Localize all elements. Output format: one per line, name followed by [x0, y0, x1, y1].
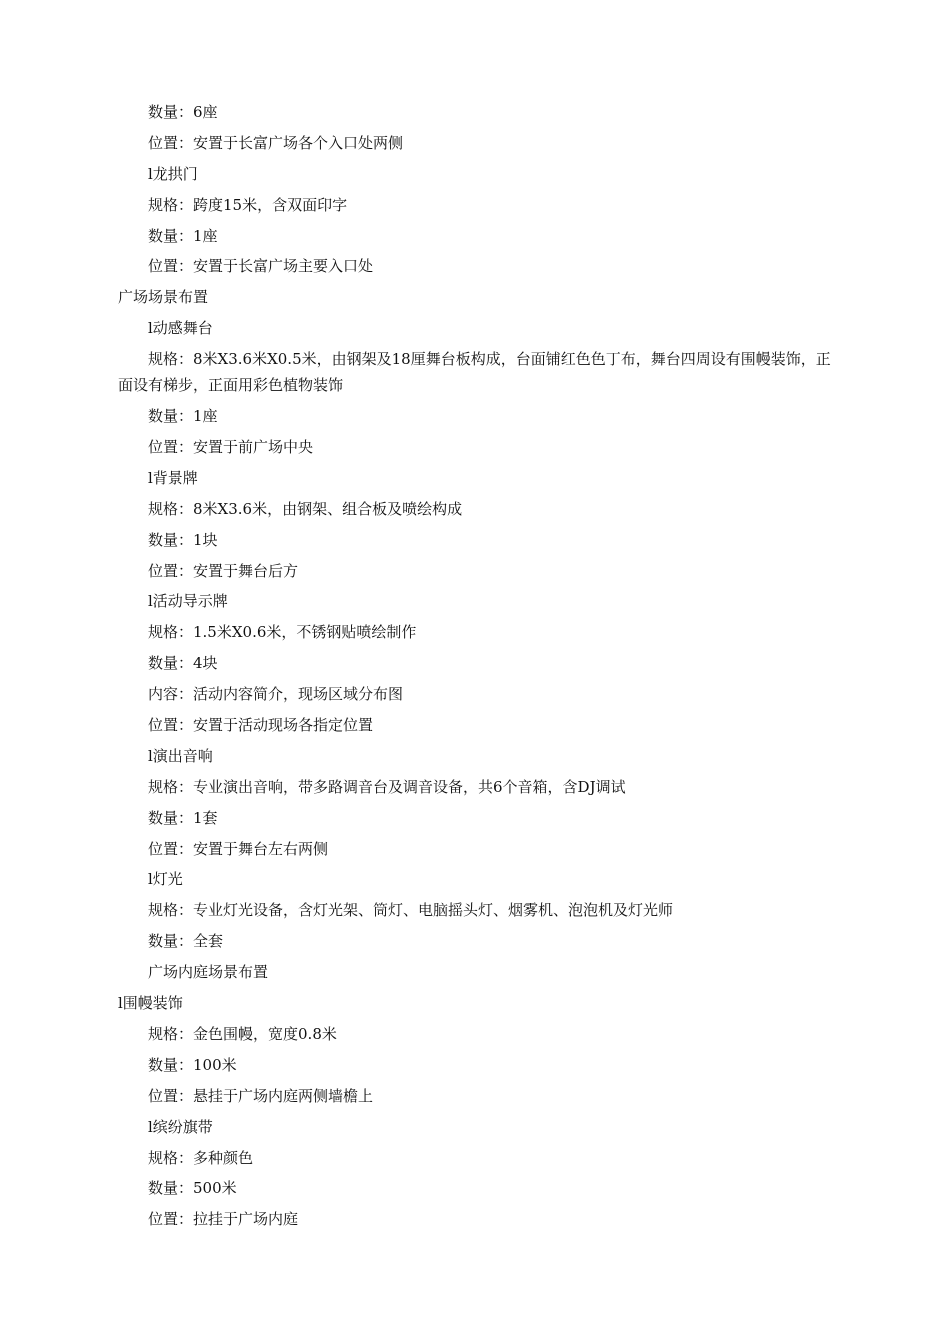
text-line: 规格：专业灯光设备，含灯光架、筒灯、电脑摇头灯、烟雾机、泡泡机及灯光师	[148, 901, 674, 920]
section-heading: 广场场景布置	[118, 288, 209, 307]
text-line: 内容：活动内容简介，现场区域分布图	[148, 685, 404, 704]
item-heading: l围幔装饰	[118, 994, 183, 1013]
item-heading: l龙拱门	[148, 164, 198, 183]
text-line: 位置：安置于活动现场各指定位置	[148, 716, 374, 735]
item-heading: l活动导示牌	[148, 592, 228, 611]
text-line: 数量：全套	[148, 932, 224, 951]
text-line: 规格：专业演出音响，带多路调音台及调音设备，共6个音箱，含DJ调试	[148, 777, 626, 796]
text-line: 规格：1.5米X0.6米，不锈钢贴喷绘制作	[148, 623, 417, 642]
text-line: 位置：拉挂于广场内庭	[148, 1210, 299, 1229]
text-line: 数量：1套	[148, 808, 218, 827]
text-line: 位置：安置于长富广场主要入口处	[148, 257, 374, 276]
text-line: 规格：多种颜色	[148, 1148, 254, 1167]
item-heading: l演出音响	[148, 746, 213, 765]
text-line: 位置：安置于前广场中央	[148, 438, 314, 457]
text-line: 位置：安置于舞台左右两侧	[148, 839, 329, 858]
text-line: 位置：悬挂于广场内庭两侧墙檐上	[148, 1086, 374, 1105]
text-line: 数量：1座	[148, 407, 218, 426]
item-heading: l动感舞台	[148, 319, 213, 338]
text-line: 数量：1块	[148, 530, 218, 549]
text-line: 位置：安置于长富广场各个入口处两侧	[148, 133, 404, 152]
section-heading: 广场内庭场景布置	[148, 963, 269, 982]
text-line: 数量：1座	[148, 226, 218, 245]
document-body	[0, 97, 950, 1235]
text-paragraph: 规格：8米X3.6米X0.5米，由钢架及18厘舞台板构成，台面铺红色色丁布，舞台四周设有围幔装饰，正面设有梯步，正面用彩色植物装饰	[118, 350, 831, 395]
text-line: 位置：安置于舞台后方	[148, 561, 299, 580]
item-heading: l缤纷旗带	[148, 1117, 213, 1136]
text-line: 规格：跨度15米，含双面印字	[148, 195, 348, 214]
text-line: 数量：100米	[148, 1055, 237, 1074]
text-line: 规格：8米X3.6米，由钢架、组合板及喷绘构成	[148, 499, 463, 518]
text-line: 数量：6座	[148, 103, 218, 121]
text-line: 数量：500米	[148, 1179, 237, 1198]
text-line: 规格：金色围幔，宽度0.8米	[148, 1024, 337, 1043]
text-line: 数量：4块	[148, 654, 218, 673]
item-heading: l背景牌	[148, 468, 198, 487]
item-heading: l灯光	[148, 870, 183, 889]
